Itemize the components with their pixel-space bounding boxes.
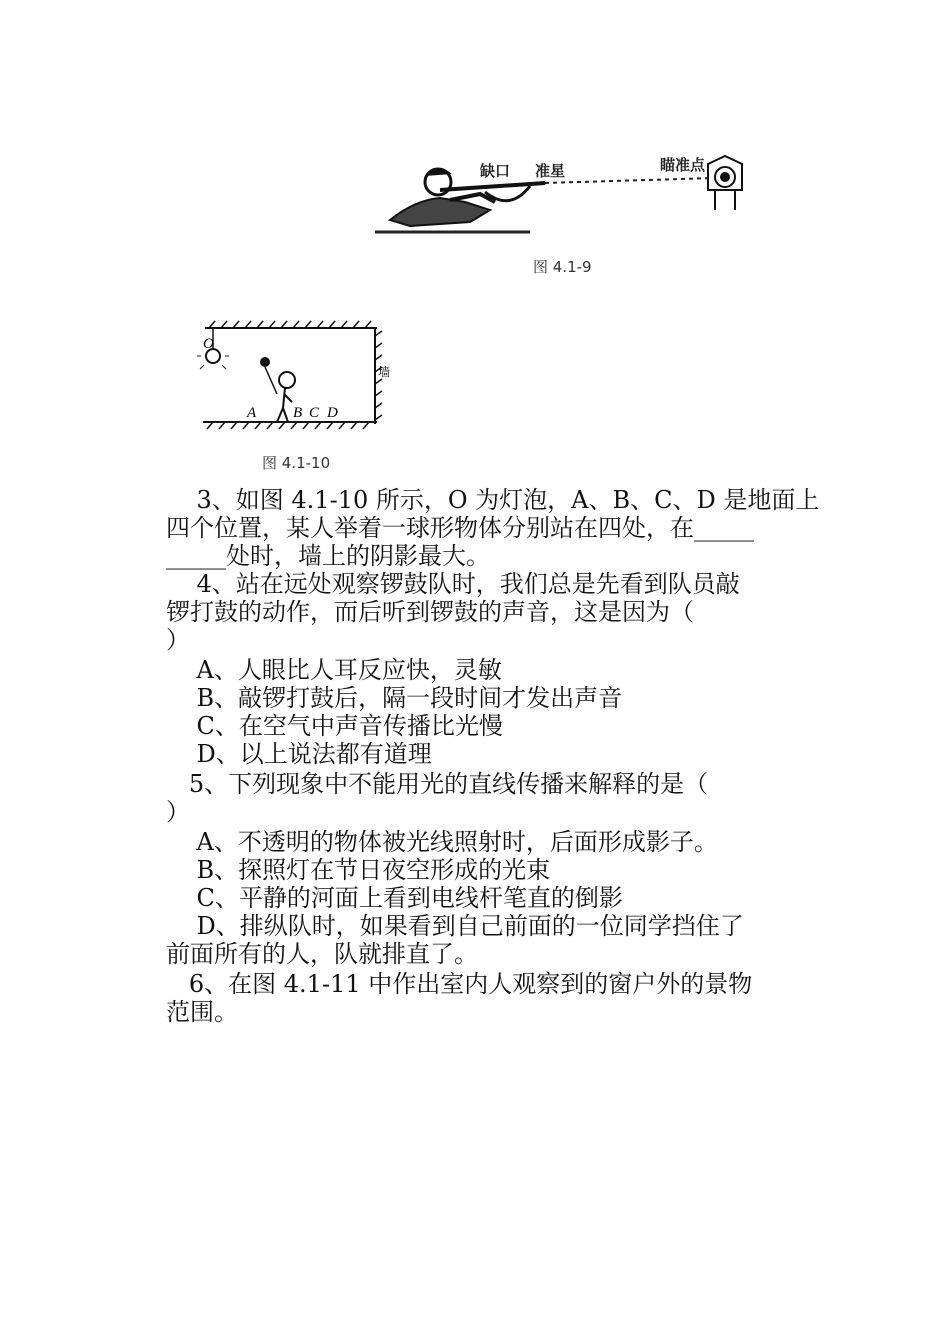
q4-line-3: ） — [166, 626, 190, 654]
figure2-caption: 图 4.1-10 — [262, 454, 331, 472]
label-lamp-o: O — [203, 336, 214, 352]
label-aim-point: 瞄准点 — [660, 156, 706, 174]
q4-option-d: D、以上说法都有道理 — [166, 740, 432, 768]
q6-line-1: 6、在图 4.1-11 中作出室内人观察到的窗户外的景物 — [166, 970, 753, 998]
label-d: D — [327, 405, 338, 421]
figure-lamp-shadow — [195, 318, 395, 436]
figure1-caption: 图 4.1-9 — [533, 258, 592, 276]
label-notch: 缺口 — [480, 162, 511, 180]
q6-line-2: 范围。 — [166, 998, 238, 1026]
label-b: B — [293, 405, 303, 421]
q4-option-a: A、人眼比人耳反应快，灵敏 — [166, 656, 502, 684]
q5-line-2: ） — [166, 798, 190, 826]
q5-option-b: B、探照灯在节日夜空形成的光束 — [166, 856, 551, 884]
q5-line-1: 5、下列现象中不能用光的直线传播来解释的是（ — [166, 770, 709, 798]
q5-option-c: C、平静的河面上看到电线杆笔直的倒影 — [166, 884, 623, 912]
label-a: A — [247, 405, 257, 421]
q3-line-2: 四个位置，某人举着一球形物体分别站在四处，在_____ — [166, 514, 754, 542]
q4-line-2: 锣打鼓的动作，而后听到锣鼓的声音，这是因为（ — [166, 598, 694, 626]
q5-option-d-line-1: D、排纵队时，如果看到自己前面的一位同学挡住了 — [166, 912, 744, 940]
label-front-sight: 准星 — [535, 162, 566, 180]
q4-option-c: C、在空气中声音传播比光慢 — [166, 712, 503, 740]
q5-option-a: A、不透明的物体被光线照射时，后面形成影子。 — [166, 828, 718, 856]
q3-line-3: _____处时，墙上的阴影最大。 — [166, 542, 490, 570]
label-c: C — [309, 405, 320, 421]
q4-line-1: 4、站在远处观察锣鼓队时，我们总是先看到队员敲 — [166, 570, 740, 598]
figure-rifle-aiming — [370, 150, 770, 245]
q3-line-1: 3、如图 4.1-10 所示，O 为灯泡，A、B、C、D 是地面上 — [166, 486, 820, 514]
q4-option-b: B、敲锣打鼓后，隔一段时间才发出声音 — [166, 684, 623, 712]
label-wall: 墙 — [378, 365, 391, 379]
q5-option-d-line-2: 前面所有的人，队就排直了。 — [166, 940, 478, 968]
